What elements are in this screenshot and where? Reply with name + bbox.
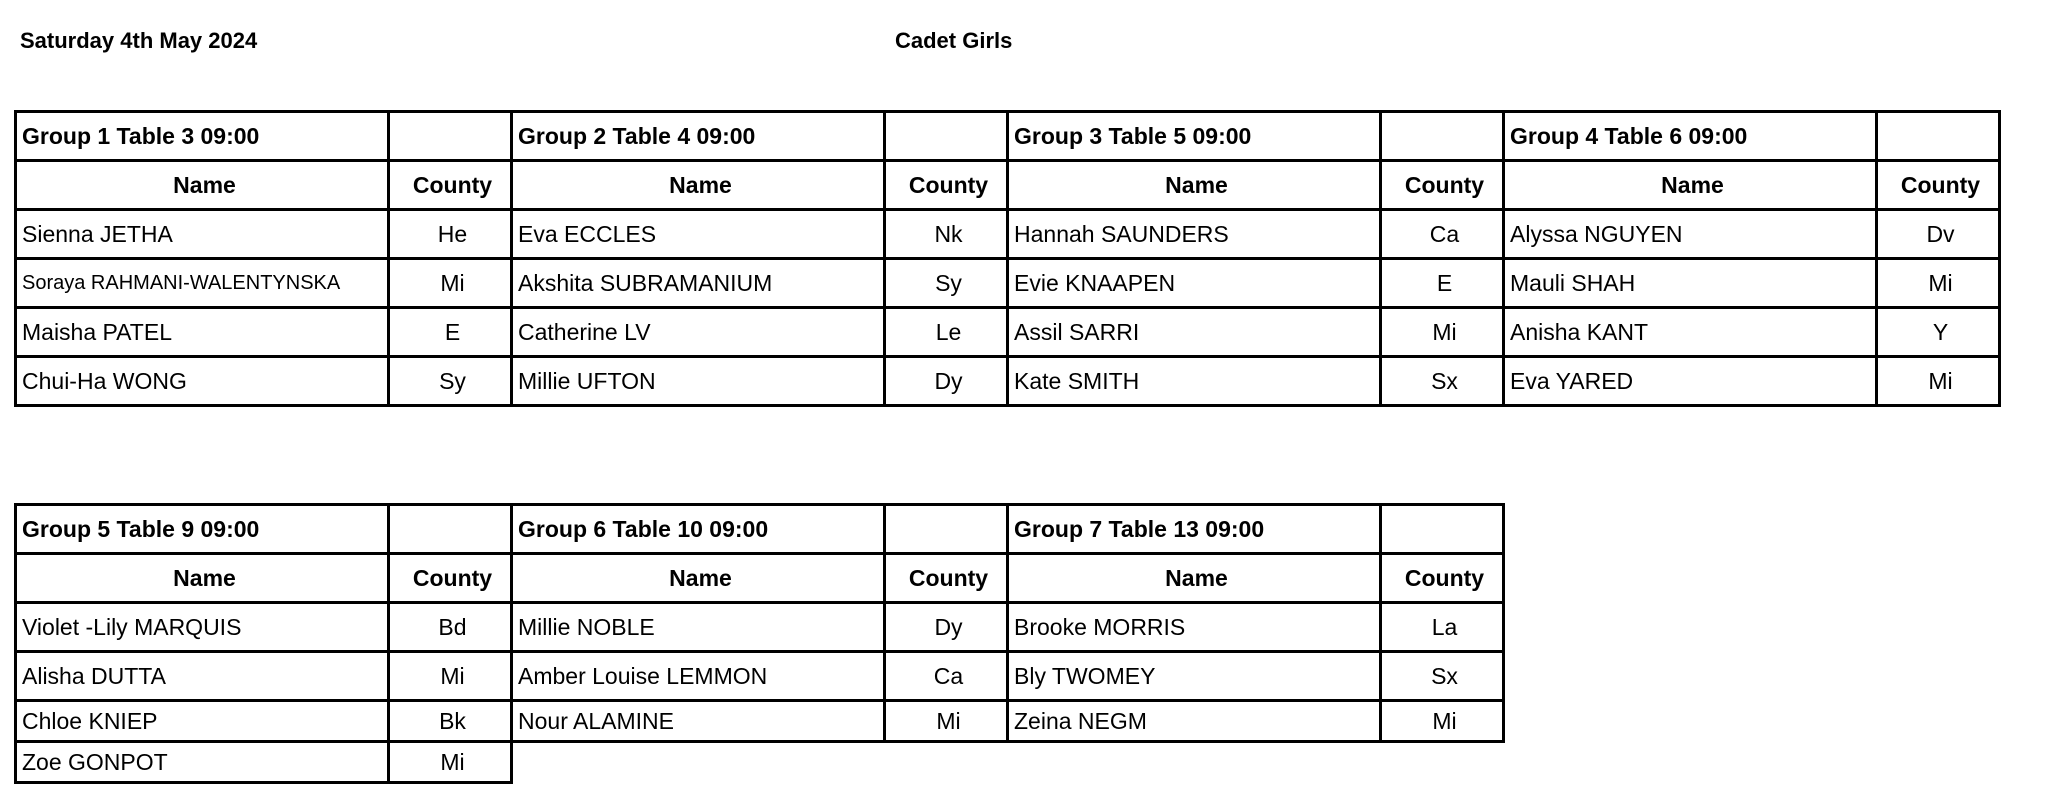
player-county: Sy [885,259,1008,308]
player-county: Bd [389,603,512,652]
player-name: Soraya RAHMANI-WALENTYNSKA [16,259,389,308]
player-name: Hannah SAUNDERS [1008,210,1381,259]
player-county: Mi [389,652,512,701]
name-column-header: Name [16,554,389,603]
column-header-row [16,554,1504,603]
groups-table-bottom [14,503,1505,784]
name-column-header: Name [16,161,389,210]
group-heading: Group 2 Table 4 09:00 [512,112,885,161]
player-row [16,701,1504,742]
player-name: Nour ALAMINE [512,701,885,742]
group-heading-blank [389,505,512,554]
player-name: Eva YARED [1504,357,1877,406]
player-county: Nk [885,210,1008,259]
county-column-header: County [1381,554,1504,603]
county-column-header: County [389,554,512,603]
group-heading-blank [1381,505,1504,554]
event-title: Cadet Girls [895,28,1013,53]
group-heading-blank [885,505,1008,554]
player-name: Millie UFTON [512,357,885,406]
player-county: Sx [1381,357,1504,406]
group-heading-blank [389,112,512,161]
name-column-header: Name [1504,161,1877,210]
county-column-header: County [389,161,512,210]
player-name: Brooke MORRIS [1008,603,1381,652]
player-row [16,308,2000,357]
group-heading-row [16,505,1504,554]
player-name: Chloe KNIEP [16,701,389,742]
empty-cell [1381,742,1504,783]
player-name: Eva ECCLES [512,210,885,259]
name-column-header: Name [512,554,885,603]
player-name: Chui-Ha WONG [16,357,389,406]
player-name: Millie NOBLE [512,603,885,652]
groups-table-top [14,110,2001,407]
event-date: Saturday 4th May 2024 [20,28,258,53]
county-column-header: County [885,161,1008,210]
player-name: Alyssa NGUYEN [1504,210,1877,259]
player-row [16,652,1504,701]
player-row [16,603,1504,652]
player-county: Sy [389,357,512,406]
player-row [16,357,2000,406]
player-county: Mi [389,259,512,308]
name-column-header: Name [1008,161,1381,210]
player-county: Mi [1381,701,1504,742]
player-county: Ca [885,652,1008,701]
empty-cell [512,742,885,783]
group-heading-blank [1381,112,1504,161]
player-name: Akshita SUBRAMANIUM [512,259,885,308]
group-heading: Group 6 Table 10 09:00 [512,505,885,554]
player-county: He [389,210,512,259]
player-county: La [1381,603,1504,652]
player-county: Mi [389,742,512,783]
player-county: E [1381,259,1504,308]
player-name: Bly TWOMEY [1008,652,1381,701]
player-county: Dy [885,603,1008,652]
player-county: Le [885,308,1008,357]
group-heading: Group 7 Table 13 09:00 [1008,505,1381,554]
county-column-header: County [1877,161,2000,210]
player-county: Sx [1381,652,1504,701]
player-row [16,259,2000,308]
player-county: Mi [1877,259,2000,308]
player-county: Bk [389,701,512,742]
group-heading-blank [1877,112,2000,161]
player-county: Mi [885,701,1008,742]
player-county: E [389,308,512,357]
player-name: Sienna JETHA [16,210,389,259]
player-name: Maisha PATEL [16,308,389,357]
group-heading: Group 5 Table 9 09:00 [16,505,389,554]
name-column-header: Name [512,161,885,210]
empty-cell [885,742,1008,783]
player-name: Mauli SHAH [1504,259,1877,308]
player-name: Alisha DUTTA [16,652,389,701]
player-row [16,210,2000,259]
player-row [16,742,1504,783]
player-name: Anisha KANT [1504,308,1877,357]
group-heading-row [16,112,2000,161]
player-name: Assil SARRI [1008,308,1381,357]
player-name: Zoe GONPOT [16,742,389,783]
player-county: Y [1877,308,2000,357]
player-county: Mi [1877,357,2000,406]
group-heading-blank [885,112,1008,161]
group-heading: Group 3 Table 5 09:00 [1008,112,1381,161]
player-name: Evie KNAAPEN [1008,259,1381,308]
player-county: Ca [1381,210,1504,259]
player-name: Catherine LV [512,308,885,357]
player-name: Amber Louise LEMMON [512,652,885,701]
player-county: Dv [1877,210,2000,259]
county-column-header: County [885,554,1008,603]
county-column-header: County [1381,161,1504,210]
name-column-header: Name [1008,554,1381,603]
column-header-row [16,161,2000,210]
player-county: Mi [1381,308,1504,357]
group-heading: Group 1 Table 3 09:00 [16,112,389,161]
player-name: Zeina NEGM [1008,701,1381,742]
player-name: Violet -Lily MARQUIS [16,603,389,652]
player-name: Kate SMITH [1008,357,1381,406]
player-county: Dy [885,357,1008,406]
group-heading: Group 4 Table 6 09:00 [1504,112,1877,161]
empty-cell [1008,742,1381,783]
